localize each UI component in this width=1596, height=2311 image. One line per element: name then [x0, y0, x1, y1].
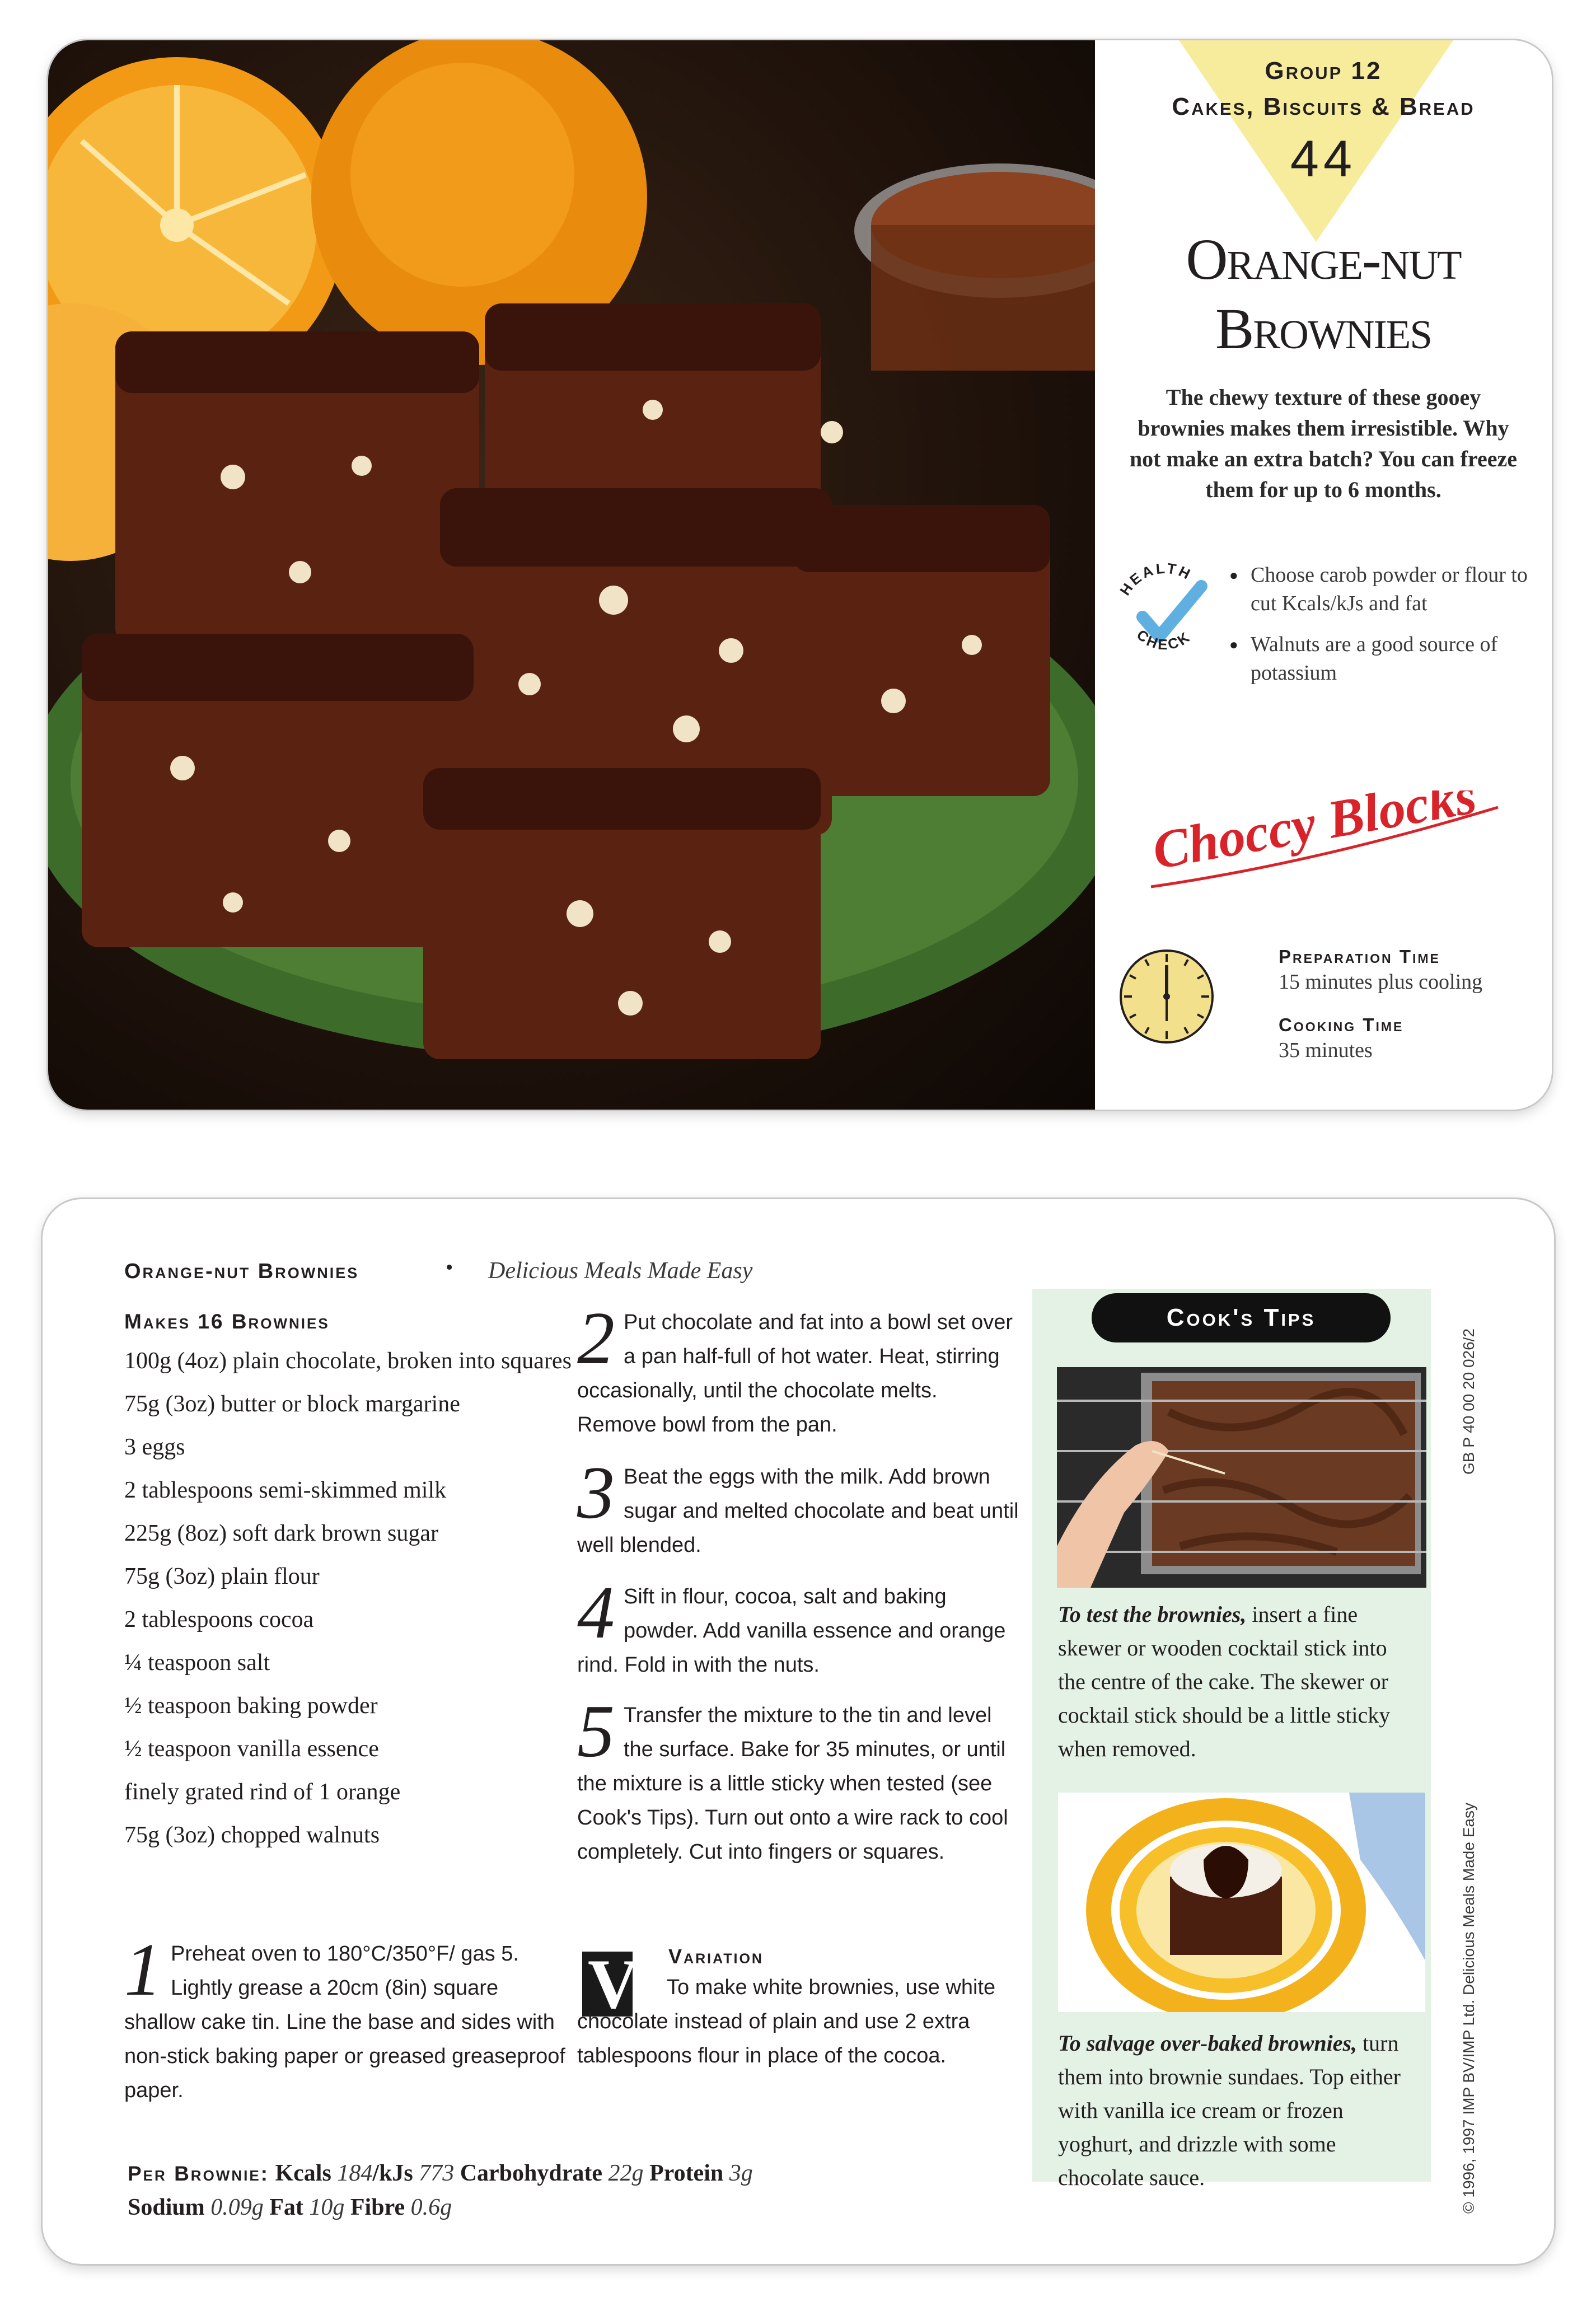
tip-1-lead: To test the brownies,	[1058, 1602, 1247, 1627]
health-badge-bottom-text: CHECK	[1133, 626, 1195, 653]
brand-logo-text: Choccy Blocks	[1148, 790, 1481, 881]
recipe-title	[1095, 225, 1552, 364]
svg-text:HEALTH	[1116, 561, 1195, 598]
ingredient: 75g (3oz) plain flour	[124, 1564, 320, 1589]
ingredient: ½ teaspoon baking powder	[124, 1693, 378, 1719]
kcals-label: Kcals	[275, 2160, 331, 2186]
step-text: Put chocolate and fat into a bowl set over a pan half-full of hot water. Heat, stirring occasionally, until the chocolate melts. Remove bowl from the pan.	[577, 1311, 1013, 1437]
step-text: Beat the eggs with the milk. Add brown sugar and melted chocolate and beat until well blended.	[577, 1465, 1019, 1557]
makes-heading: Makes 16 Brownies	[124, 1310, 330, 1333]
kjs-value: 773	[419, 2160, 455, 2186]
copyright-notice: © 1996, 1997 IMP BV/IMP Ltd. Delicious Meals Made Easy	[1460, 1803, 1477, 2214]
card-number: 44	[1290, 130, 1357, 188]
sodium-value: 0.09g	[210, 2195, 264, 2220]
group-label: Group 12	[1265, 57, 1382, 85]
ingredient: 225g (8oz) soft dark brown sugar	[124, 1521, 439, 1546]
recipe-intro: The chewy texture of these gooey brownies makes them irresistible. Why not make an extra batch? You can freeze them for up to 6 months.	[1129, 385, 1518, 502]
method-step-1	[124, 1928, 572, 2108]
recipe-card-front	[48, 40, 1552, 1110]
tip-1	[1058, 1598, 1405, 1766]
tip-2-text: turn them into brownie sundaes. Top either with vanilla ice cream or frozen yoghurt, and drizzle with some chocolate sauce.	[1058, 2031, 1401, 2190]
brownie-sundae-photo	[1058, 1793, 1425, 2012]
nutrition-info	[128, 2156, 1023, 2224]
carb-label: Carbohydrate	[460, 2160, 603, 2186]
ingredient: ¼ teaspoon salt	[124, 1650, 270, 1676]
kcals-value: 184	[337, 2160, 373, 2186]
health-check-item: ● Choose carob powder or flour to cut Kcals/kJs and fat	[1229, 561, 1543, 618]
health-badge-top-text: HEALTH	[1116, 561, 1195, 598]
fat-value: 10g	[309, 2195, 345, 2220]
ingredient: ½ teaspoon vanilla essence	[124, 1736, 379, 1762]
tip-2	[1058, 2027, 1405, 2195]
variation-mark-letter: V	[588, 1945, 639, 2023]
skewer-test-photo	[1057, 1367, 1426, 1588]
health-check-item: ● Walnuts are a good source of potassium	[1229, 630, 1543, 687]
ingredient: 75g (3oz) butter or block margarine	[124, 1391, 460, 1417]
step-text: Sift in flour, cocoa, salt and baking powder. Add vanilla essence and orange rind. Fold in with the nuts.	[577, 1585, 1006, 1677]
ingredient: 100g (4oz) plain chocolate, broken into squares	[124, 1348, 572, 1374]
variation-heading: Variation	[668, 1945, 764, 1968]
fibre-label: Fibre	[350, 2195, 405, 2220]
ingredient: finely grated rind of 1 orange	[124, 1779, 401, 1805]
brownies-photo	[48, 40, 1095, 1110]
method-step-4	[577, 1571, 1019, 1682]
kjs-label: /kJs	[372, 2160, 413, 2186]
step-number: 1	[124, 1928, 162, 2011]
header-bullet: •	[446, 1256, 453, 1279]
health-check-icon	[1112, 561, 1218, 667]
info-panel	[1095, 40, 1552, 1110]
step-number: 4	[577, 1571, 615, 1654]
ingredient: 75g (3oz) chopped walnuts	[124, 1822, 380, 1848]
variation-text: To make white brownies, use white chocolate instead of plain and use 2 extra tablespoons flour in place of the cocoa.	[577, 1976, 996, 2067]
step-number: 5	[577, 1690, 615, 1772]
product-code: GB P 40 00 20 026/2	[1460, 1328, 1477, 1475]
ingredient: 3 eggs	[124, 1434, 185, 1460]
recipe-title-line1: Orange-nut	[1186, 227, 1461, 292]
ingredient: 2 tablespoons semi-skimmed milk	[124, 1477, 447, 1503]
sodium-label: Sodium	[128, 2195, 205, 2220]
method-step-5	[577, 1690, 1019, 1869]
ingredient: 2 tablespoons cocoa	[124, 1607, 314, 1632]
tip-1-text: insert a fine skewer or wooden cocktail stick into the centre of the cake. The skewer or cocktail stick should be a little sticky when removed.	[1058, 1602, 1391, 1761]
cook-time-label: Cooking Time	[1279, 1014, 1404, 1035]
recipe-title-line2: Brownies	[1215, 297, 1431, 361]
choccy-blocks-logo	[1145, 790, 1504, 891]
protein-label: Protein	[649, 2160, 724, 2186]
method-step-3	[577, 1451, 1019, 1563]
fat-label: Fat	[269, 2195, 303, 2220]
step-text: Preheat oven to 180°C/350°F/ gas 5. Lightly grease a 20cm (8in) square shallow cake tin. Line the base and sides with non-stick baking paper or greased greaseproof paper.	[124, 1942, 565, 2102]
recipe-card-back	[43, 1199, 1554, 2264]
cook-time-value: 35 minutes	[1279, 1038, 1373, 1062]
clock-icon	[1117, 947, 1216, 1046]
prep-time-label: Preparation Time	[1279, 946, 1440, 967]
method-step-2	[577, 1297, 1019, 1442]
category-label: Cakes, Biscuits & Bread	[1172, 93, 1475, 120]
nutrition-label: Per Brownie:	[128, 2162, 269, 2185]
step-text: Transfer the mixture to the tin and level the surface. Bake for 35 minutes, or until the mixture is a little sticky when tested (see Cook's Tips). Turn out onto a wire rack to cool completely. Cut into fingers or squares.	[577, 1704, 1008, 1864]
step-number: 2	[577, 1297, 615, 1379]
health-check-list	[1229, 561, 1543, 700]
back-header-title: Orange-nut Brownies	[124, 1260, 359, 1283]
prep-time-value: 15 minutes plus cooling	[1279, 970, 1483, 994]
ingredients-list	[124, 1346, 600, 1863]
fibre-value: 0.6g	[410, 2195, 452, 2220]
cooks-tips-title: Cook's Tips	[1092, 1293, 1391, 1342]
step-number: 3	[577, 1451, 615, 1534]
series-name: Delicious Meals Made Easy	[488, 1258, 753, 1284]
tip-2-lead: To salvage over-baked brownies,	[1058, 2031, 1358, 2056]
protein-value: 3g	[729, 2160, 753, 2186]
carb-value: 22g	[608, 2160, 644, 2186]
